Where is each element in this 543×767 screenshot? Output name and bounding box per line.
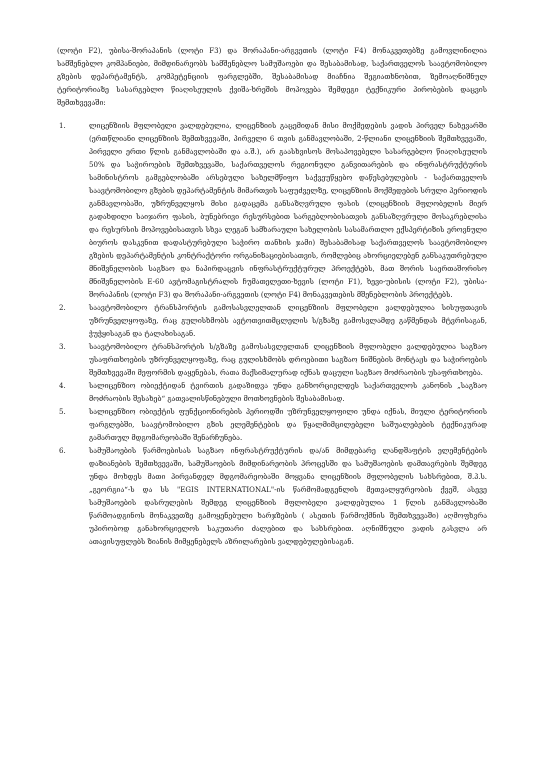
list-item-number: 2. <box>59 303 66 312</box>
list-item <box>57 444 487 548</box>
list-item <box>57 119 487 301</box>
list-item-text: საავტომობილო ტრანსპორტის ს/გზაზე გამოსასვლელთან ლიცენზიის მფლობელი ვალდებულია საგზაო უსაფრთხოების უზრუნველყოფაზე, რაც გულისხმობს დროებითი საგზაო ნიშნების მონტაჟს და საჭიროების შემთხვევაში მეფორმის დაყენებას, რათა მაქსიმალურად იქნას დაცული საგზაო მოძრაობის უსაფრთხოება. <box>89 342 487 377</box>
list-item <box>57 301 487 340</box>
list-item-number: 3. <box>59 342 66 351</box>
list-item-text: სამუშაოების წარმოებისას საგზაო ინფრასტრუქტურის და/ან მიმდებარე ლანდშაფტის ელემენტების დაზიანების შემთხვევაში, სამუშაოების მიმდინარეობის პროცესში და სამუშაოების დამთავრების შემდეგ უნდა მოხდეს მათი პირვანდელ მდგომარეობაში მოყვანა ლიცენზიის მფლობელის სახსრებით, შ.პ.ს. „გეორგია“-ს და სს "EGIS INTERNATIONAL"-ის წარმომადგენლის მეთვალყურეობის ქვეშ, ასევე სამუშაოების დასრულების შემდეგ ლიცენზიის მფლობელი ვალდებულია 1 წლის განმავლობაში წარმოადგინოს მონაკვეთზე გამოყენებული ხარჯზების ( ასეთის წარმოქმნის შემთხვევაში) აღმოფხვრა უპირობოდ განახორციელოს საკუთარი ძალებით და სახსრებით. აღნიშნული ვადის გასვლა არ ათავისუფლებს ზიანის მიმყენებელს აზრილარების ვალდებულებისაგან. <box>89 446 487 546</box>
list-item <box>57 379 487 405</box>
intro-paragraph: (ლოტი F2), უბისა-შორაპანის (ლოტი F3) და შორაპანი-არგვეთის (ლოტი F4) მონაკვეთებზე გამოვლინილია სამშენებლო კომპანიები, მიმდინარეობს სამშენებლო სამუშაოები და შესაბამისად, საქართველოს საავტომობილო გზების დეპარტამენტს, კომპეტენციის ფარგლებში, შესაბამისად მიაჩნია შეგიათხნობით, ზემოაღნიშნულ ტერიტორიაზე სასარგებლო წიაღისეულის ქვიშა-ხრეშის მოპოვება შემდეგი ტექნიკური პირობების დაცვის შემთხვევაში: <box>57 46 487 107</box>
list-item-text: საავტომობილო ტრანსპორტის გამოსასვლელთან ლიცენზიის მფლობელი ვალდებულია სისუფთავის უზრუნველყოფაზე, რაც გულისხმობს ავტოთვითმცლელის ს/გზაზე გამოსვლამდე გაწმენდას მტვრისაგან, ჭუჭყისაგან და ტალახისაგან. <box>89 303 487 338</box>
list-item-text: სალიცენზიო ობიექტიდან ტვირთის გადაზიდვა უნდა განხორციელდეს საქართველოს კანონის „საგზაო მოძრაობის შესახებ“ გათვალისწინებული მოთხოვნების შესაბამისად. <box>89 381 487 403</box>
list-item-text: ლიცენზიის მფლობელი ვალდებულია, ლიცენზიის გაცემიდან მისი მოქმედების ვადის პირველ ნახევარში (ერთწლიანი ლიცენზიის შემთხვევაში, პირველი 6 თვის განმავლობაში, 2-წლიანი ლიცენზიის შემთხვევაში, პირველი ერთი წლის განმავლობაში და ა.შ.), არ გაასხვისოს მოსაპოვებელი სასარგებლო წიაღისეულის 50% და საჭიროების შემთხვევაში, საქართველოს რეგიონული განვითარების და ინფრასტრუქტურის სამინისტროს გამგებლობაში არსებული სახელმწიფო საქვეუწყებო დაწესებულების - საქართველოს საავტომობილო გზების დეპარტამენტის მიმართვის საფუძველზე, ლიცენზიის მოქმედების სრული პერიოდის განმავლობაში, უზრუნველყოს მისი გადაცემა განსაზღვრული ფასის (ლიცენზიის მფლობელის მიერ გადახდილი საიჯარო ფასის, ბუნებრივი რესურსებით სარგებლობისათვის განსაზღვრული მოსაკრებლისა და რესურსის მოპოვებისათვის სხვა ლეგან სამხარაული სახელობის სასამართლო ექსპერტიზის ეროვნული ბიუროს დასკვნით დადასტურებული საჭირო თანხის ჯამი) შესაბამისად საქართველოს საავტომობილო გზების დეპარტამენტის კონტრაქტორი ორგანიზაციებისათვის, რომლებიც ახორციელებენ განსაკუთრებული მნიშვნელობის საგზაო და ნაპირდაცვის ინფრასტრუქტურულ პროექტებს, მათ შორის საერთაშორისო მნიშვნელობის E-60 ავტომაგისტრალის ჩუმათელეთი-ხევის (ლოტი F1), ხევი-უბისის (ლოტი F2), უბისა-შორაპანის (ლოტი F3) და შორაპანი-არგვეთის (ლოტი F4) მონაკვეთების მშენებლობის პროექტებს. <box>89 121 487 299</box>
list-item-text: სალიცენზიო ობიექტის ფუნქციონირების პერიოდში უზრუნველყოფილი უნდა იქნას, მიული ტერიტორიის ფარგლებში, საავტომობილო გზის ელემენტების და წყალმიმცილებელი საშუალებების ტექნიკურად გამართულ მდგომარეობაში შენარჩუნება. <box>89 407 487 442</box>
list-item <box>57 340 487 379</box>
list-item-number: 5. <box>59 407 66 416</box>
list-item-number: 4. <box>59 381 66 390</box>
list-item <box>57 405 487 444</box>
list-item-number: 6. <box>59 446 66 455</box>
list-item-number: 1. <box>59 121 66 130</box>
conditions-list <box>57 119 487 548</box>
